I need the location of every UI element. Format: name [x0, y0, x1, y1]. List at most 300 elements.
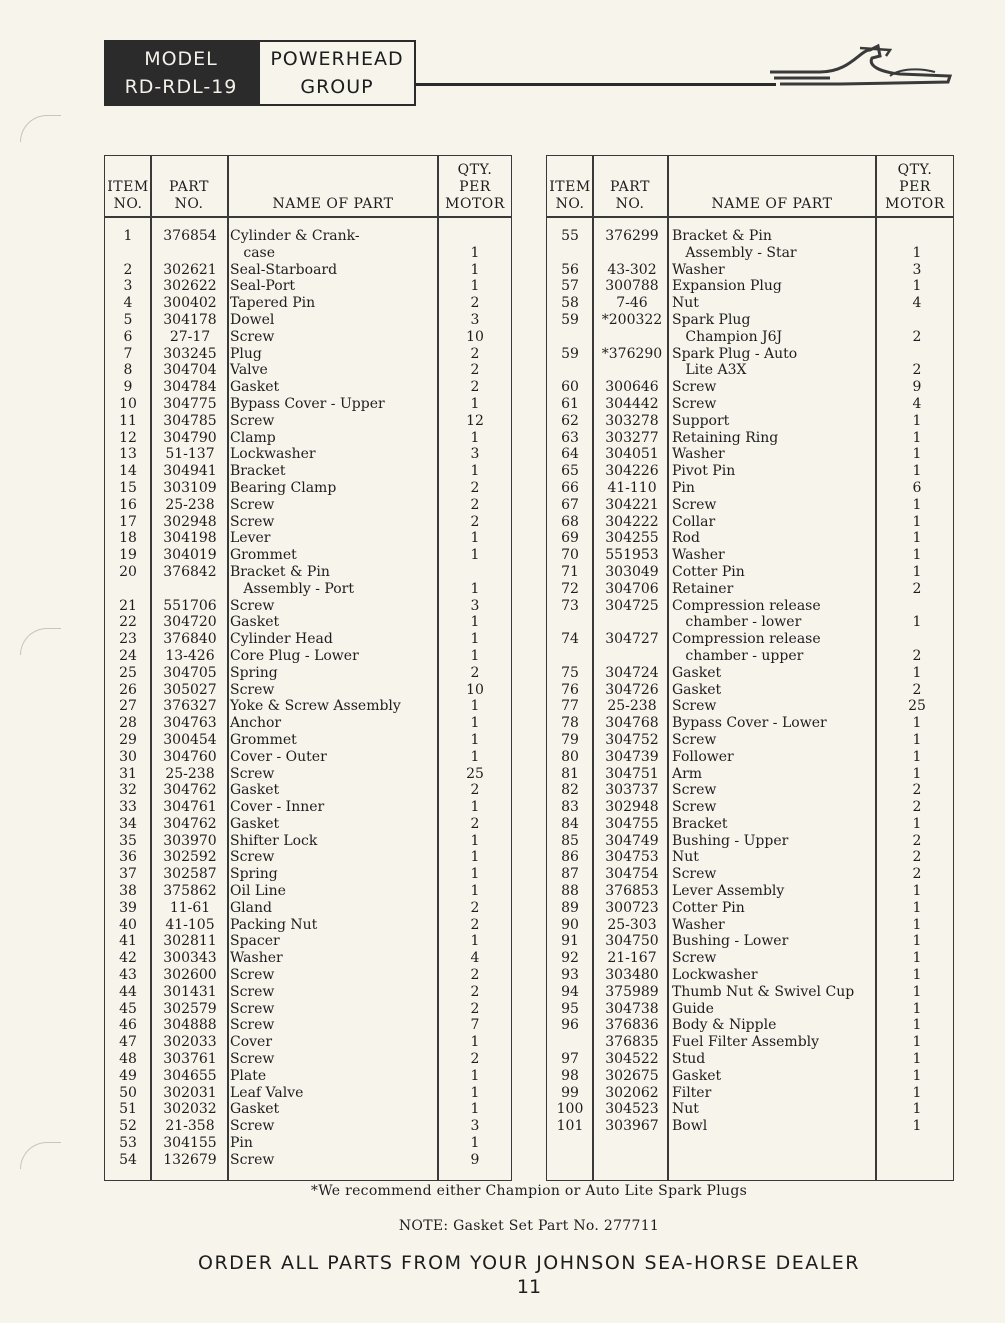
quantity: 12: [466, 412, 484, 429]
quantity: 1: [470, 1034, 480, 1051]
part-number: 304019: [163, 547, 217, 564]
quantity: 1: [470, 614, 480, 631]
table-row: [105, 682, 511, 699]
table-row: [105, 362, 511, 379]
item-number: 97: [561, 1051, 579, 1068]
part-number: 304768: [605, 715, 659, 732]
table-row: [547, 1034, 953, 1051]
quantity: 1: [912, 496, 922, 513]
item-number: 25: [119, 664, 137, 681]
part-header-line2: NO.: [615, 196, 645, 212]
part-number: 375989: [605, 983, 659, 1000]
part-number: 302587: [163, 866, 217, 883]
page-number: 11: [516, 1276, 542, 1298]
quantity: 2: [912, 681, 922, 698]
quantity: 2: [470, 983, 480, 1000]
item-number: 71: [561, 563, 579, 580]
part-name: Screw: [672, 950, 717, 967]
table-row: [105, 379, 511, 396]
part-name: Clamp: [230, 429, 276, 446]
quantity: 2: [470, 916, 480, 933]
part-name: Gasket: [230, 1101, 280, 1118]
quantity: 1: [470, 244, 480, 261]
item-number: 21: [119, 597, 137, 614]
part-number: 304727: [605, 631, 659, 648]
part-number: 51-137: [165, 446, 215, 463]
quantity: 1: [912, 1051, 922, 1068]
item-number: 50: [119, 1084, 137, 1101]
item-number: 96: [561, 1017, 579, 1034]
table-row: [547, 228, 953, 245]
part-name: Oil Line: [230, 883, 286, 900]
part-name: case: [230, 244, 276, 261]
table-row: [547, 883, 953, 900]
part-number: 304941: [163, 463, 217, 480]
table-row: [105, 1068, 511, 1085]
item-number: 59: [561, 311, 579, 328]
item-number: 13: [119, 446, 137, 463]
part-number: 303109: [163, 479, 217, 496]
part-name: Bushing - Lower: [672, 933, 789, 950]
item-number: 69: [561, 530, 579, 547]
quantity: 2: [912, 782, 922, 799]
item-number: 72: [561, 580, 579, 597]
item-number: 20: [119, 563, 137, 580]
item-number: 57: [561, 278, 579, 295]
part-name: Gasket: [230, 614, 280, 631]
item-number: 78: [561, 715, 579, 732]
quantity: 1: [912, 429, 922, 446]
part-number: 304222: [605, 513, 659, 530]
quantity: 25: [466, 765, 484, 782]
part-name: Pivot Pin: [672, 463, 736, 480]
qty-header-line1: QTY.: [457, 162, 493, 178]
item-number: 92: [561, 950, 579, 967]
quantity: 2: [470, 967, 480, 984]
item-number: 38: [119, 883, 137, 900]
table-row: [105, 732, 511, 749]
item-header-line1: ITEM: [107, 179, 149, 195]
table-row: [547, 833, 953, 850]
item-no-header: [105, 156, 151, 216]
part-name: Washer: [230, 950, 283, 967]
quantity: 1: [470, 1067, 480, 1084]
part-name: Lockwasher: [672, 967, 758, 984]
part-number: 304784: [163, 379, 217, 396]
table-row: [105, 463, 511, 480]
qty-header-line2: PER: [459, 179, 491, 195]
part-number: 41-110: [607, 479, 657, 496]
part-number: 21-167: [607, 950, 657, 967]
item-header-line2: NO.: [113, 196, 143, 212]
table-row: [547, 1051, 953, 1068]
quantity: 1: [912, 463, 922, 480]
part-name: Leaf Valve: [230, 1084, 304, 1101]
table-row: [547, 1017, 953, 1034]
part-number: 304755: [605, 815, 659, 832]
item-number: 9: [123, 379, 133, 396]
gasket-set-note: NOTE: Gasket Set Part No. 277711: [398, 1218, 660, 1234]
part-name: Screw: [230, 513, 275, 530]
item-number: 16: [119, 496, 137, 513]
part-number: 304706: [605, 580, 659, 597]
table-row: [105, 1118, 511, 1135]
item-number: 100: [556, 1101, 584, 1118]
part-number: 376853: [605, 883, 659, 900]
item-number: 66: [561, 479, 579, 496]
table-row: [547, 917, 953, 934]
part-number: 302600: [163, 967, 217, 984]
part-number: 302032: [163, 1101, 217, 1118]
quantity: 3: [470, 1118, 480, 1135]
table-row: [105, 1152, 511, 1169]
part-number: 304178: [163, 311, 217, 328]
table-row: [547, 295, 953, 312]
table-row: [105, 262, 511, 279]
quantity: 1: [470, 799, 480, 816]
part-name: Arm: [672, 765, 703, 782]
part-number: 376842: [163, 563, 217, 580]
dealer-order-banner: ORDER ALL PARTS FROM YOUR JOHNSON SEA-HORSE DEALER: [198, 1252, 860, 1274]
group-title-line1: POWERHEAD: [270, 48, 404, 70]
item-number: 1: [123, 228, 133, 244]
part-name: Screw: [230, 412, 275, 429]
quantity: 1: [912, 715, 922, 732]
part-number: 302675: [605, 1067, 659, 1084]
part-name: Bracket: [230, 463, 286, 480]
item-number: 4: [123, 295, 133, 312]
table-row: [105, 984, 511, 1001]
quantity: 2: [470, 782, 480, 799]
item-number: 83: [561, 799, 579, 816]
part-number: 302031: [163, 1084, 217, 1101]
item-number: 53: [119, 1135, 137, 1152]
part-number: 304761: [163, 799, 217, 816]
part-number: 304785: [163, 412, 217, 429]
part-name: Cover - Inner: [230, 799, 325, 816]
part-name: Spark Plug - Auto: [672, 345, 798, 362]
table-row: [105, 295, 511, 312]
qty-header-line2: PER: [899, 179, 931, 195]
part-name: Washer: [672, 261, 725, 278]
quantity: 1: [912, 1118, 922, 1135]
item-number: 14: [119, 463, 137, 480]
part-no-header: [593, 156, 667, 216]
part-no-header: [151, 156, 227, 216]
part-name: Lockwasher: [230, 446, 316, 463]
right-table-body: [547, 228, 953, 1135]
table-row: [547, 262, 953, 279]
binder-hole-mark: [20, 115, 61, 142]
part-name: Spacer: [230, 933, 280, 950]
item-number: 64: [561, 446, 579, 463]
item-number: 94: [561, 983, 579, 1000]
part-name: Fuel Filter Assembly: [672, 1034, 820, 1051]
quantity: 4: [912, 295, 922, 312]
part-number: 304522: [605, 1051, 659, 1068]
part-name: Gasket: [230, 815, 280, 832]
part-number: 41-105: [165, 916, 215, 933]
quantity: 3: [470, 311, 480, 328]
part-number: 21-358: [165, 1118, 215, 1135]
model-number: RD-RDL-19: [124, 76, 238, 98]
part-number: 25-238: [165, 496, 215, 513]
part-number: 300788: [605, 278, 659, 295]
part-number: 304221: [605, 496, 659, 513]
table-row: [547, 715, 953, 732]
quantity: 1: [912, 664, 922, 681]
part-number: 304752: [605, 731, 659, 748]
part-name: Retaining Ring: [672, 429, 779, 446]
part-number: 303737: [605, 782, 659, 799]
part-number: 376835: [605, 1034, 659, 1051]
part-name: Screw: [672, 698, 717, 715]
part-number: 376299: [605, 228, 659, 244]
item-number: 44: [119, 983, 137, 1000]
item-number: 27: [119, 698, 137, 715]
item-number: 33: [119, 799, 137, 816]
part-name: Packing Nut: [230, 916, 318, 933]
item-number: 47: [119, 1034, 137, 1051]
part-name: chamber - upper: [672, 647, 804, 664]
part-name: Screw: [230, 967, 275, 984]
part-name: Compression release: [672, 597, 821, 614]
part-number: 27-17: [169, 328, 211, 345]
part-name: Thumb Nut & Swivel Cup: [672, 983, 855, 1000]
table-row: [105, 698, 511, 715]
table-row: [105, 430, 511, 447]
part-name: Dowel: [230, 311, 275, 328]
table-row: [547, 346, 953, 363]
item-number: 49: [119, 1067, 137, 1084]
item-number: 101: [556, 1118, 584, 1135]
item-number: 31: [119, 765, 137, 782]
quantity: 6: [912, 479, 922, 496]
quantity: 2: [470, 664, 480, 681]
item-number: 93: [561, 967, 579, 984]
part-header-line1: PART: [169, 179, 209, 195]
part-number: 303967: [605, 1118, 659, 1135]
part-name: Screw: [230, 597, 275, 614]
quantity: 1: [912, 1017, 922, 1034]
item-number: 5: [123, 311, 133, 328]
quantity: 1: [912, 244, 922, 261]
item-number: 12: [119, 429, 137, 446]
table-row: [105, 849, 511, 866]
qty-header-line3: MOTOR: [445, 196, 505, 212]
quantity: 1: [912, 967, 922, 984]
name-header-text: NAME OF PART: [272, 196, 394, 212]
table-row: [105, 228, 511, 245]
table-row: [547, 379, 953, 396]
quantity: 2: [470, 345, 480, 362]
quantity: 2: [912, 647, 922, 664]
part-name: Bearing Clamp: [230, 479, 337, 496]
item-number: 61: [561, 395, 579, 412]
part-number: 301431: [163, 983, 217, 1000]
part-name: Valve: [230, 362, 268, 379]
part-name: Plate: [230, 1067, 267, 1084]
part-name: Screw: [672, 395, 717, 412]
part-number: 43-302: [607, 261, 657, 278]
group-label-box: [258, 40, 416, 106]
table-row: [547, 1101, 953, 1118]
part-number: 303245: [163, 345, 217, 362]
quantity: 2: [470, 496, 480, 513]
part-name: Screw: [230, 1118, 275, 1135]
table-row: [547, 1068, 953, 1085]
qty-per-motor-header: [439, 156, 511, 216]
table-row: [105, 950, 511, 967]
table-row: [547, 278, 953, 295]
part-number: 305027: [163, 681, 217, 698]
table-row: [547, 900, 953, 917]
part-number: 304753: [605, 849, 659, 866]
item-number: 51: [119, 1101, 137, 1118]
item-number: 70: [561, 547, 579, 564]
table-row: [105, 598, 511, 615]
part-number: 304655: [163, 1067, 217, 1084]
item-number: 85: [561, 832, 579, 849]
quantity: 1: [912, 765, 922, 782]
header-divider: [105, 216, 511, 218]
part-name: Cotter Pin: [672, 563, 745, 580]
table-row: [547, 967, 953, 984]
part-name: Seal-Starboard: [230, 261, 338, 278]
table-row: [547, 396, 953, 413]
item-number: 82: [561, 782, 579, 799]
part-number: 304705: [163, 664, 217, 681]
item-number: 77: [561, 698, 579, 715]
item-number: 18: [119, 530, 137, 547]
item-number: 23: [119, 631, 137, 648]
part-number: 304226: [605, 463, 659, 480]
part-number: 300646: [605, 379, 659, 396]
part-number: 300402: [163, 295, 217, 312]
part-number: 302948: [605, 799, 659, 816]
part-number: 300454: [163, 731, 217, 748]
item-number: 68: [561, 513, 579, 530]
item-number: 32: [119, 782, 137, 799]
part-number: 304725: [605, 597, 659, 614]
table-row: [105, 1051, 511, 1068]
quantity: 1: [470, 715, 480, 732]
table-row: [547, 430, 953, 447]
quantity: 25: [908, 698, 926, 715]
part-name: Rod: [672, 530, 700, 547]
part-number: 304442: [605, 395, 659, 412]
table-row: [105, 497, 511, 514]
quantity: 3: [912, 261, 922, 278]
item-number: 84: [561, 815, 579, 832]
part-number: 13-426: [165, 647, 215, 664]
part-name: Expansion Plug: [672, 278, 782, 295]
table-row: [547, 682, 953, 699]
part-name: Gasket: [672, 664, 722, 681]
table-row: [105, 396, 511, 413]
quantity: 1: [470, 866, 480, 883]
part-number: 304750: [605, 933, 659, 950]
part-number: 303970: [163, 832, 217, 849]
table-row: [105, 816, 511, 833]
item-number: 55: [561, 228, 579, 244]
item-number: 6: [123, 328, 133, 345]
quantity: 2: [470, 899, 480, 916]
quantity: 2: [470, 513, 480, 530]
item-number: 3: [123, 278, 133, 295]
item-number: 54: [119, 1151, 137, 1168]
table-row: [547, 413, 953, 430]
part-number: 304738: [605, 1000, 659, 1017]
item-number: 45: [119, 1000, 137, 1017]
quantity: 1: [470, 278, 480, 295]
quantity: 1: [912, 933, 922, 950]
table-row: [105, 446, 511, 463]
quantity: 4: [912, 395, 922, 412]
table-row: [105, 900, 511, 917]
item-number: 40: [119, 916, 137, 933]
table-row: [547, 329, 953, 346]
part-name: Cover - Outer: [230, 748, 327, 765]
part-name: Screw: [672, 799, 717, 816]
part-number: 304724: [605, 664, 659, 681]
item-number: 79: [561, 731, 579, 748]
item-number: 7: [123, 345, 133, 362]
table-row: [105, 883, 511, 900]
table-row: [547, 816, 953, 833]
table-row: [547, 497, 953, 514]
item-header-line1: ITEM: [549, 179, 591, 195]
group-title-line2: GROUP: [300, 76, 374, 98]
item-number: 17: [119, 513, 137, 530]
item-number: 56: [561, 261, 579, 278]
table-row: [547, 933, 953, 950]
table-row: [547, 631, 953, 648]
part-name: Follower: [672, 748, 734, 765]
part-name: Spring: [230, 866, 278, 883]
table-row: [105, 631, 511, 648]
item-number: 41: [119, 933, 137, 950]
part-number: 302579: [163, 1000, 217, 1017]
part-name: Assembly - Port: [230, 580, 354, 597]
quantity: 1: [470, 933, 480, 950]
table-row: [547, 581, 953, 598]
quantity: 1: [470, 849, 480, 866]
item-number: 34: [119, 815, 137, 832]
table-row: [547, 782, 953, 799]
part-number: 304255: [605, 530, 659, 547]
table-row: [105, 833, 511, 850]
table-row: [105, 866, 511, 883]
part-name: Screw: [672, 496, 717, 513]
item-number: 65: [561, 463, 579, 480]
quantity: 1: [912, 883, 922, 900]
part-number: 302811: [163, 933, 217, 950]
quantity: 1: [912, 731, 922, 748]
part-number: 551953: [605, 547, 659, 564]
table-row: [547, 446, 953, 463]
quantity: 2: [912, 866, 922, 883]
part-header-line2: NO.: [174, 196, 204, 212]
table-row: [547, 984, 953, 1001]
part-name: Bracket: [672, 815, 728, 832]
quantity: 9: [912, 379, 922, 396]
part-name: Grommet: [230, 547, 297, 564]
table-row: [105, 329, 511, 346]
item-number: 80: [561, 748, 579, 765]
table-row: [105, 766, 511, 783]
item-number: 99: [561, 1084, 579, 1101]
